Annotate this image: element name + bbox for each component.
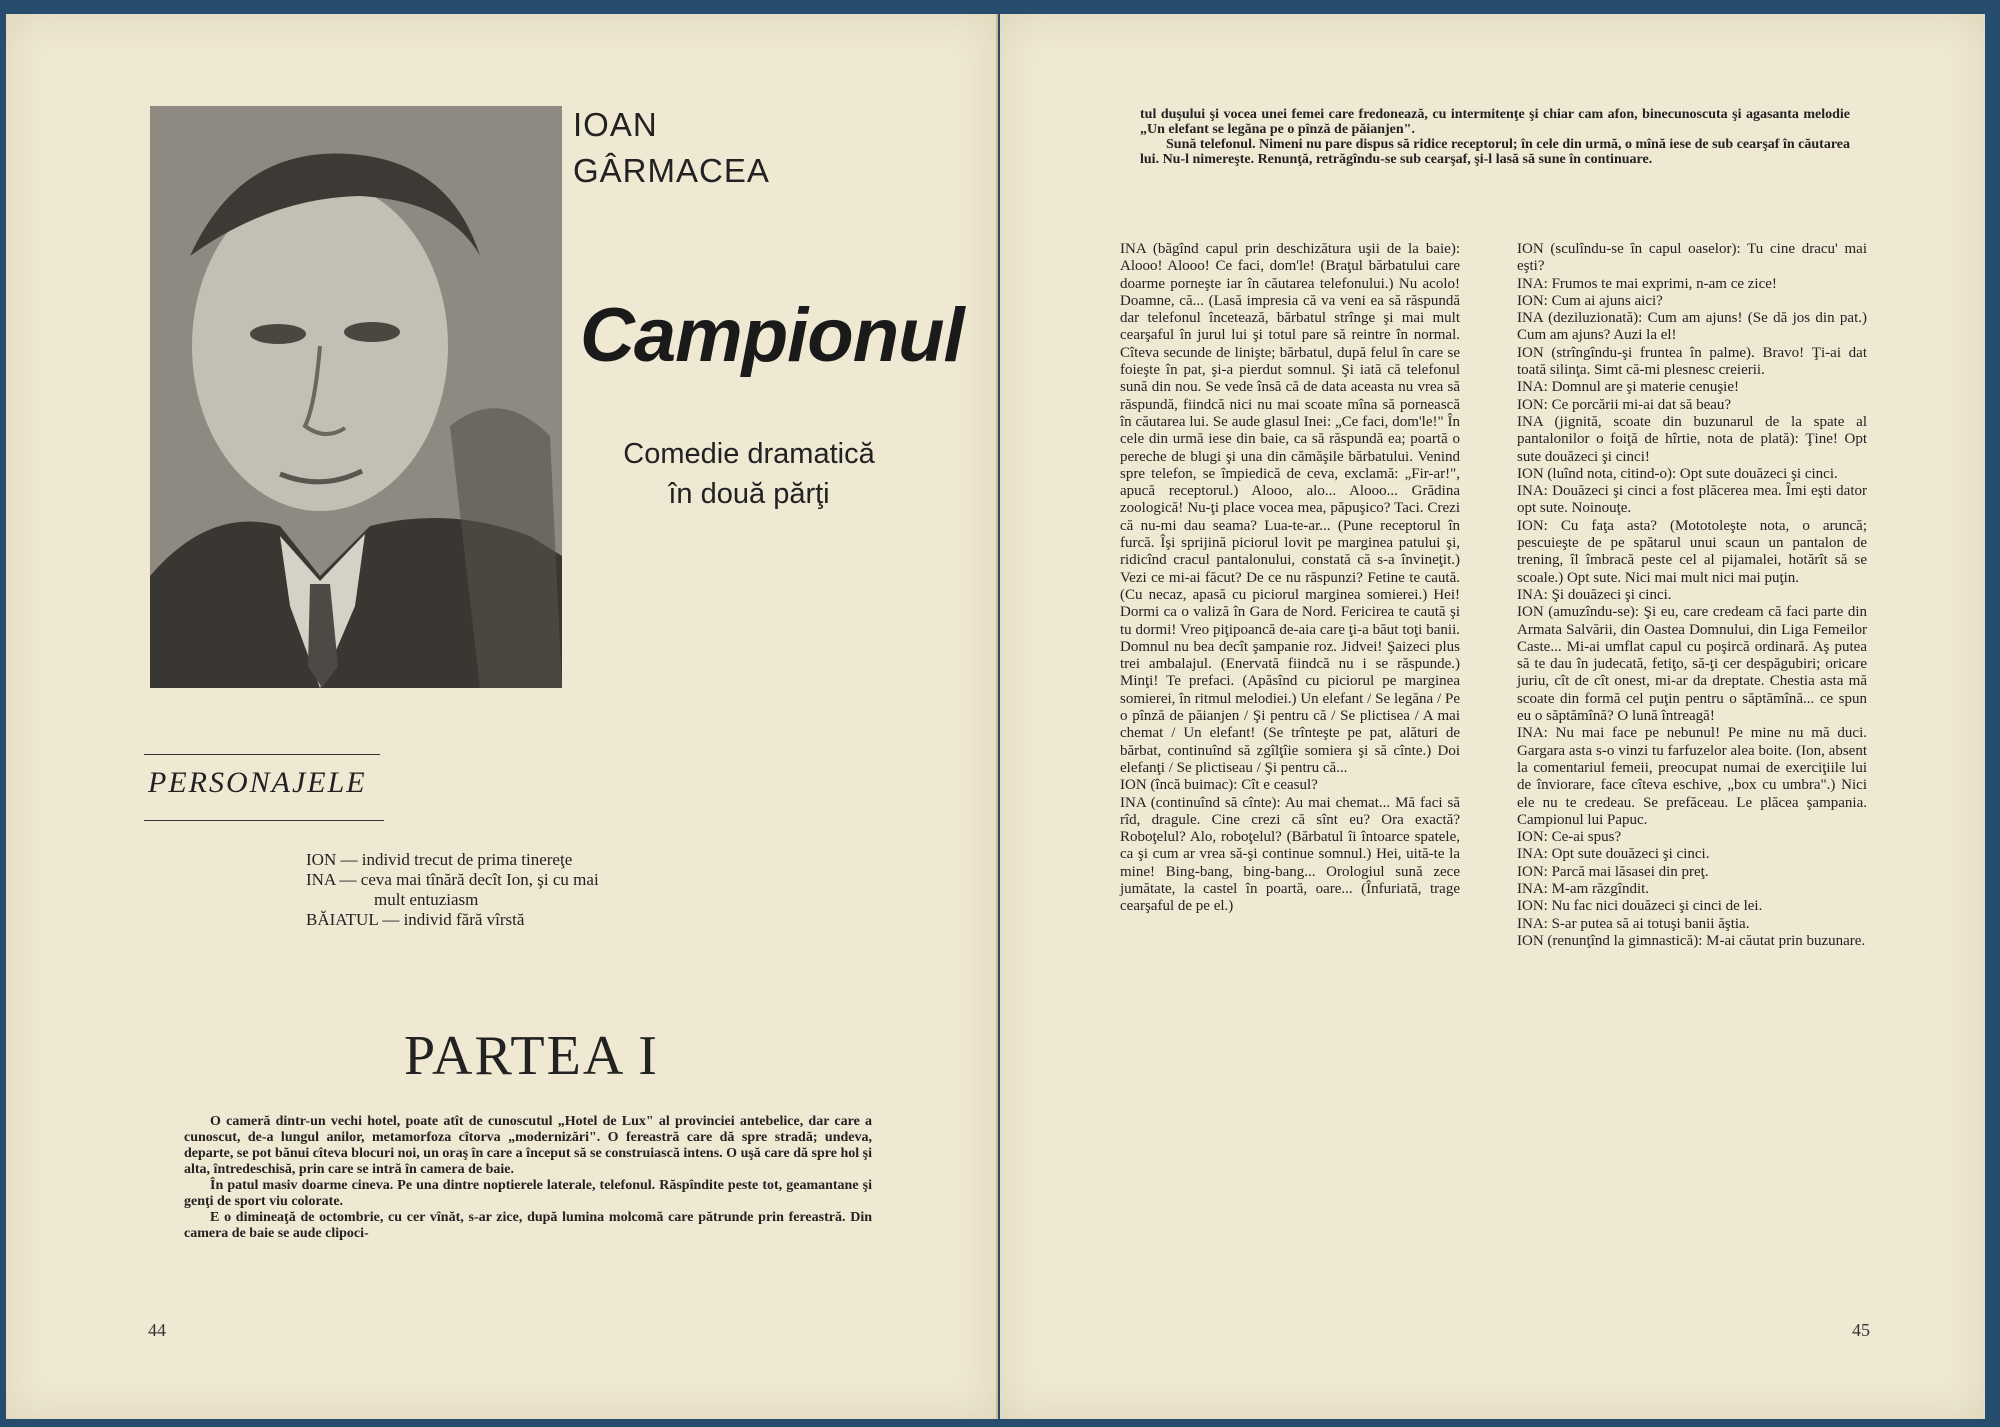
subtitle-line-2: în două părţi (668, 478, 830, 510)
dialogue-line: INA: Domnul are şi materie cenuşie! (1517, 379, 1740, 396)
page-number-right: 45 (1852, 1320, 1870, 1340)
part-heading: PARTEA I (404, 1025, 659, 1087)
opening-stage-directions (184, 1114, 872, 1242)
left-page (6, 14, 998, 1419)
dialogue-line: ION (amuzîndu-se): Şi eu, care credeam că faci parte din Armata Salvării, din Oastea Domnului, din Liga Femeilor Caste... Mi-ai umflat capul cu poşircă ordinară. Aş putea să te dau în judecată, fetiţo, să-ţi cer despăgubiri; oricare juriu, cît de cît onest, mi-ar da dreptate. Chestia asta mă scoate din formă cel puţin pentru o săptămînă... ce spun eu o săptămînă? O lună întreagă! (1517, 604, 1867, 725)
dialogue-line: ION (renunţînd la gimnastică): M-ai căutat prin buzunare. (1517, 932, 1866, 949)
stage-paragraph: Sună telefonul. Nimeni nu pare dispus să ridice receptorul; în cele din urmă, o mînă iese de sub cearşaf în căutarea lui. Nu-l nimereşte. Renunţă, retrăgîndu-se sub cearşaf, şi-l lasă să sune în continuare. (1140, 137, 1850, 167)
continued-stage-directions (1140, 107, 1850, 167)
dialogue-line: INA: Frumos te mai exprimi, n-am ce zice! (1517, 275, 1777, 292)
dialogue-line: ION (sculîndu-se în capul oaselor): Tu cine dracu' mai eşti? (1517, 241, 1867, 275)
dialogue-line: ION (luînd nota, citind-o): Opt sute douăzeci şi cinci. (1517, 465, 1838, 482)
stage-paragraph: În patul masiv doarme cineva. Pe una dintre noptierele laterale, telefonul. Răspîndite peste tot, geamantane şi genţi de sport viu colorate. (184, 1178, 872, 1209)
right-page (1000, 14, 1985, 1419)
characters-heading: PERSONAJELE (148, 766, 367, 799)
dialogue-line: ION: Parcă mai lăsasei din preţ. (1517, 863, 1709, 880)
dialogue-line: INA: Şi douăzeci şi cinci. (1517, 586, 1672, 603)
cast-item: ION — individ trecut de prima tinereţe (306, 850, 573, 869)
subtitle-line-1: Comedie dramatică (623, 438, 875, 470)
divider-rule-top (144, 754, 380, 755)
cast-item: BĂIATUL — individ fără vîrstă (306, 910, 525, 929)
author-last-name: GÂRMACEA (573, 152, 770, 189)
dialogue-line: ION: Nu fac nici douăzeci şi cinci de lei. (1517, 898, 1763, 915)
play-subtitle (599, 434, 899, 514)
stage-paragraph: E o dimineaţă de octombrie, cu cer vînăt, s-ar zice, după lumina molcomă care pătrunde prin fereastră. Din camera de baie se aude clipoci- (184, 1210, 872, 1241)
stage-paragraph: tul duşului şi vocea unei femei care fredonează, cu intermitenţe şi chiar cam afon, binecunoscuta şi agasanta melodie „Un elefant se legăna pe o pînză de păianjen". (1140, 107, 1850, 137)
page-number-left: 44 (148, 1320, 166, 1340)
play-title: Campionul (580, 293, 964, 378)
cast-list (306, 850, 806, 930)
cast-item: INA — ceva mai tînără decît Ion, şi cu mai (306, 870, 599, 889)
dialogue-column-right (1497, 241, 1867, 950)
dialogue-line: ION (încă buimac): Cît e ceasul? (1120, 777, 1318, 794)
dialogue-line: ION (strîngîndu-şi fruntea în palme). Bravo! Ţi-ai dat toată silinţa. Simt că-mi plesnesc creierii. (1517, 344, 1867, 379)
stage-paragraph: O cameră dintr-un vechi hotel, poate atît de cunoscutul „Hotel de Lux" al provinciei antebelice, dar care a cunoscut, de-a lungul anilor, metamorfoza cîtorva „modernizări". O fereastră care dă spre stradă; undeva, departe, se pot bănui cîteva blocuri noi, un oraş în care a început să se construiască intens. O uşă care dă spre hol şi alta, întredeschisă, prin care se intră în camera de baie. (184, 1114, 872, 1177)
divider-rule-bottom (144, 820, 384, 821)
dialogue-line: INA: Opt sute douăzeci şi cinci. (1517, 846, 1710, 863)
dialogue-column-left (1100, 241, 1460, 916)
dialogue-line: INA (băgînd capul prin deschizătura uşii de la baie): Alooo! Alooo! Ce faci, dom'le! (Braţul bărbatului care doarme porneşte iar în căutarea telefonului.) Nu acolo! Doamne, că... (Lasă impresia că va veni ea să răspundă dar telefonul încetează, bărbatul strînge şi mai mult cearşaful în jurul lui şi totul pare să reintre în normal. Cîteva secunde de linişte; bărbatul, după felul în care se foieşte în pat, şi-a pierdut somnul. Şi iată că telefonul sună din nou. Se vede însă că de data aceasta nu vrea să răspundă, fiindcă nici nu mai scoate mîna să pornească în căutarea lui. Se aude glasul Inei: „Ce faci, dom'le!" În cele din urmă iese din baie, ca să răspundă ea; poartă o pereche de blugi şi una din cămăşile bărbatului. Venind spre telefon, se împiedică de ceva, exclamă: „Fir-ar!", apucă receptorul.) Alooo, alo... Alooo... Grădina zoologică! Nu-ţi place vocea mea, păpuşico? Taci. Crezi că nu-mi dau seama? Lua-te-ar... (Pune receptorul în furcă. Îşi sprijină piciorul lovit pe marginea patului şi, ridicînd cracul pantalonului, constată că s-a învineţit.) Vezi ce mi-ai făcut? De ce nu răspunzi? Fetine te caută. (Cu necaz, apasă cu piciorul marginea somierei.) Hei! Dormi ca o valiză în Gara de Nord. Fericirea te caută şi tu dormi! Vreo piţipoancă de-aia care ţi-a băut toţi banii. Domnul nu bea decît şampanie roz. Jidvei! Şaizeci plus trei ambalajul. (Enervată fiindcă nu i se răspunde.) Minţi! Te prefaci. (Apăsînd cu piciorul pe marginea somierei, în ritmul melodiei.) Un elefant / Se legăna / Pe o pînză de păianjen / Şi pentru că / Se plictisea / A mai chemat / Un elefant! (Se trînteşte pe pat, alături de bărbat, continuînd să zgîlţîie somiera şi să cînte.) Doi elefanţi / Se plictiseau / Şi pentru că... (1120, 241, 1460, 776)
author-portrait-photo (150, 106, 562, 688)
dialogue-line: INA: Douăzeci şi cinci a fost plăcerea mea. Îmi eşti dator opt sute. Noinouţe. (1517, 483, 1867, 517)
author-first-name: IOAN (573, 106, 658, 143)
dialogue-line: INA (deziluzionată): Cum am ajuns! (Se dă jos din pat.) Cum am ajuns? Auzi la el! (1517, 310, 1867, 344)
dialogue-line: INA (continuînd să cînte): Au mai chemat... Mă faci să rîd, dragule. Cine crezi că sînt eu? Ora exactă? Roboţelul? Alo, roboţelul? (Bărbatul îi întoarce spatele, ca şi cum ar vrea să-şi continue somnul.) Hei, uită-te la mine! Bing-bang, bing-bang... Orologiul sună zece jumătate, la castel în poartă, oare... (Înfuriată, trage cearşaful de pe el.) (1120, 794, 1460, 915)
dialogue-line: ION: Cum ai ajuns aici? (1517, 292, 1663, 309)
cast-item: mult entuziasm (374, 890, 479, 909)
dialogue-line: INA: S-ar putea să ai totuşi banii ăştia. (1517, 915, 1750, 932)
author-name (573, 102, 770, 194)
dialogue-line: INA: Nu mai face pe nebunul! Pe mine nu mă duci. Gargara asta s-o vinzi tu farfuzelor alea boite. (Ion, absent la comentariul femeii, preocupat numai de exerciţiile lui de înviorare, face cîteva eschive, „box cu umbra".) Nici ele nu te credeau. Se prefăceau. Le plăcea şampania. Campionul lui Papuc. (1517, 725, 1867, 828)
dialogue-line: ION: Ce porcării mi-ai dat să beau? (1517, 396, 1732, 413)
dialogue-line: ION: Cu faţa asta? (Mototoleşte nota, o aruncă; pescuieşte de pe spătarul unui scaun un pantalon de trening, îl îmbracă peste cel al pijamalei, hotărît să se scoale.) Opt sute. Nici mai mult nici mai puţin. (1517, 517, 1867, 586)
dialogue-line: INA (jignită, scoate din buzunarul de la spate al pantalonilor o foiţă de hîrtie, nota de plată): Ţine! Opt sute douăzeci şi cinci! (1517, 413, 1867, 465)
dialogue-line: INA: M-am răzgîndit. (1517, 880, 1650, 897)
dialogue-line: ION: Ce-ai spus? (1517, 829, 1622, 846)
